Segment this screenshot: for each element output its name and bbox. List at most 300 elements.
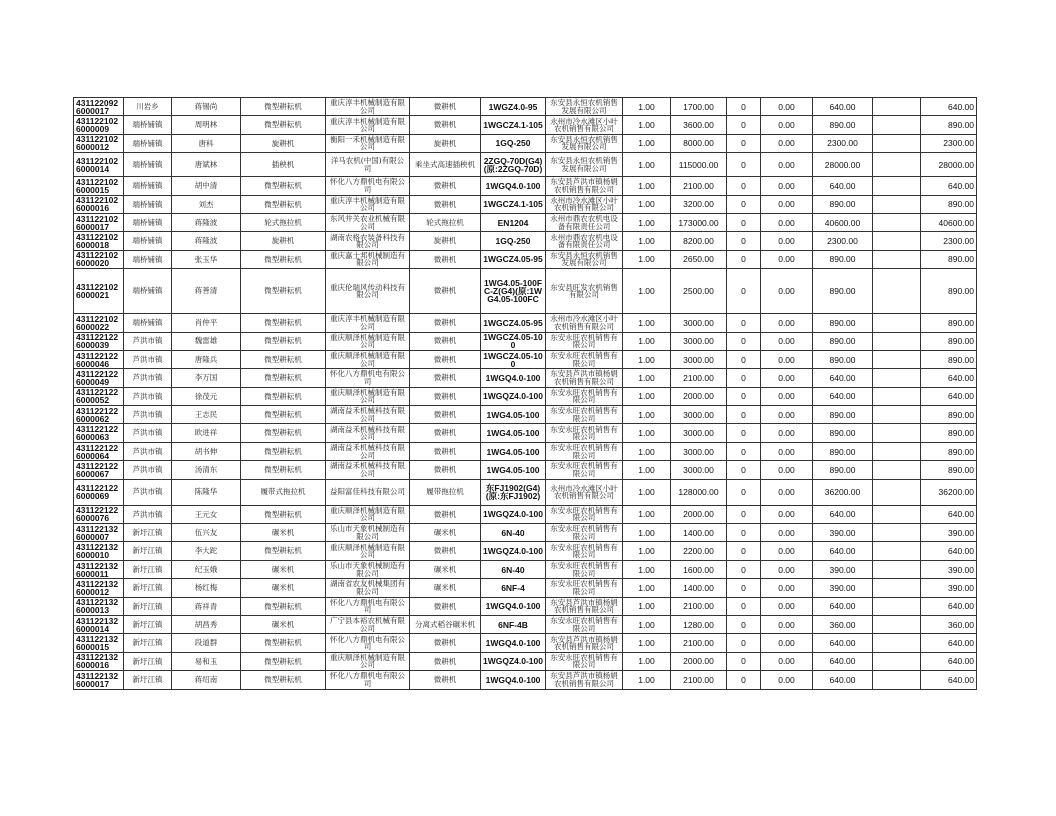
provincial-subsidy-cell: 640.00 [813,597,873,615]
dealer-cell: 东安县永恒农机销售发展有限公司 [546,153,623,177]
central-subsidy-flag-cell: 0 [727,542,761,560]
total-subsidy-cell: 36200.00 [921,479,977,505]
extra-subsidy-cell [873,269,921,314]
total-subsidy-cell: 890.00 [921,424,977,442]
township-cell: 新圩江镇 [124,597,172,615]
manufacturer-cell: 重庆顺泽机械制造有限公司 [326,350,410,368]
dealer-cell: 东安县永恒农机销售发展有限公司 [546,250,623,268]
product-name-cell: 轮式拖拉机 [410,213,481,231]
central-subsidy-flag-cell: 0 [727,332,761,350]
sale-price-cell: 1400.00 [671,524,727,542]
total-subsidy-cell: 640.00 [921,542,977,560]
provincial-subsidy-cell: 40600.00 [813,213,873,231]
machine-category-cell: 碾米机 [241,560,326,578]
farmer-name-cell: 蒋善清 [172,269,241,314]
total-subsidy-cell: 640.00 [921,369,977,387]
product-name-cell: 微耕机 [410,442,481,460]
township-cell: 芦洪市镇 [124,350,172,368]
provincial-subsidy-cell: 890.00 [813,424,873,442]
township-cell: 新圩江镇 [124,652,172,670]
provincial-subsidy-cell: 640.00 [813,98,873,116]
application-id-cell: 4311221026000012 [74,134,124,152]
township-cell: 端桥铺镇 [124,134,172,152]
machine-category-cell: 轮式拖拉机 [241,213,326,231]
provincial-subsidy-cell: 640.00 [813,387,873,405]
central-subsidy-amount-cell: 0.00 [761,369,813,387]
product-name-cell: 微耕机 [410,269,481,314]
manufacturer-cell: 湖南益禾机械科技有限公司 [326,461,410,479]
central-subsidy-amount-cell: 0.00 [761,213,813,231]
product-name-cell: 微耕机 [410,424,481,442]
model-cell: 1GQ-250 [481,232,546,250]
central-subsidy-flag-cell: 0 [727,314,761,332]
table-row [74,560,977,578]
product-name-cell: 微耕机 [410,461,481,479]
manufacturer-cell: 怀化八方鼎机电有限公司 [326,671,410,689]
product-name-cell: 微耕机 [410,332,481,350]
farmer-name-cell: 蒋祥青 [172,597,241,615]
central-subsidy-amount-cell: 0.00 [761,671,813,689]
product-name-cell: 旋耕机 [410,232,481,250]
township-cell: 端桥铺镇 [124,195,172,213]
table-row [74,424,977,442]
township-cell: 新圩江镇 [124,560,172,578]
central-subsidy-flag-cell: 0 [727,479,761,505]
township-cell: 新圩江镇 [124,524,172,542]
table-row [74,153,977,177]
application-id-cell: 4311221026000020 [74,250,124,268]
model-cell: 1WGCZ4.1-105 [481,116,546,134]
dealer-cell: 永州市冷水滩区小叶农机销售有限公司 [546,479,623,505]
farmer-name-cell: 魏雷雄 [172,332,241,350]
dealer-cell: 东安永旺农机销售有限公司 [546,579,623,597]
model-cell: 1WGQ4.0-100 [481,597,546,615]
model-cell: 1WGQZ4.0-100 [481,505,546,523]
table-row [74,314,977,332]
farmer-name-cell: 刘杰 [172,195,241,213]
manufacturer-cell: 怀化八方鼎机电有限公司 [326,597,410,615]
manufacturer-cell: 重庆顺泽机械制造有限公司 [326,652,410,670]
model-cell: 1WG4.05-100 [481,406,546,424]
model-cell: 2ZGQ-70D(G4)(原:2ZGQ-70D) [481,153,546,177]
extra-subsidy-cell [873,213,921,231]
total-subsidy-cell: 890.00 [921,461,977,479]
central-subsidy-amount-cell: 0.00 [761,387,813,405]
extra-subsidy-cell [873,560,921,578]
application-id-cell: 4311221026000018 [74,232,124,250]
quantity-cell: 1.00 [623,134,671,152]
quantity-cell: 1.00 [623,424,671,442]
central-subsidy-flag-cell: 0 [727,461,761,479]
central-subsidy-amount-cell: 0.00 [761,116,813,134]
model-cell: 1WGQ4.0-100 [481,369,546,387]
provincial-subsidy-cell: 360.00 [813,615,873,633]
farmer-name-cell: 蒋隆波 [172,213,241,231]
provincial-subsidy-cell: 890.00 [813,250,873,268]
township-cell: 端桥铺镇 [124,314,172,332]
model-cell: 1WGCZ4.05-100 [481,332,546,350]
township-cell: 芦洪市镇 [124,479,172,505]
application-id-cell: 4311221026000009 [74,116,124,134]
extra-subsidy-cell [873,542,921,560]
dealer-cell: 东安永旺农机销售有限公司 [546,560,623,578]
table-row [74,505,977,523]
manufacturer-cell: 重庆顺泽机械制造有限公司 [326,332,410,350]
product-name-cell: 微耕机 [410,505,481,523]
farmer-name-cell: 汤清东 [172,461,241,479]
manufacturer-cell: 怀化八方鼎机电有限公司 [326,177,410,195]
application-id-cell: 4311221226000039 [74,332,124,350]
farmer-name-cell: 周明林 [172,116,241,134]
manufacturer-cell: 怀化八方鼎机电有限公司 [326,634,410,652]
total-subsidy-cell: 40600.00 [921,213,977,231]
quantity-cell: 1.00 [623,177,671,195]
table-row [74,615,977,633]
extra-subsidy-cell [873,671,921,689]
machine-category-cell: 微型耕耘机 [241,332,326,350]
model-cell: 6N-40 [481,560,546,578]
application-id-cell: 4311221326000011 [74,560,124,578]
table-row [74,250,977,268]
central-subsidy-flag-cell: 0 [727,442,761,460]
product-name-cell: 微耕机 [410,350,481,368]
machine-category-cell: 旋耕机 [241,134,326,152]
dealer-cell: 东安永旺农机销售有限公司 [546,350,623,368]
sale-price-cell: 3000.00 [671,350,727,368]
extra-subsidy-cell [873,250,921,268]
central-subsidy-amount-cell: 0.00 [761,524,813,542]
farmer-name-cell: 纪玉娥 [172,560,241,578]
central-subsidy-flag-cell: 0 [727,634,761,652]
model-cell: 1WG4.05-100 [481,461,546,479]
extra-subsidy-cell [873,479,921,505]
model-cell: 1WGCZ4.05-95 [481,314,546,332]
central-subsidy-flag-cell: 0 [727,505,761,523]
provincial-subsidy-cell: 890.00 [813,442,873,460]
central-subsidy-amount-cell: 0.00 [761,98,813,116]
township-cell: 新圩江镇 [124,542,172,560]
dealer-cell: 永州市鼎农农机电设备有限责任公司 [546,232,623,250]
quantity-cell: 1.00 [623,524,671,542]
central-subsidy-flag-cell: 0 [727,153,761,177]
township-cell: 新圩江镇 [124,671,172,689]
provincial-subsidy-cell: 390.00 [813,560,873,578]
application-id-cell: 4311221226000069 [74,479,124,505]
machine-category-cell: 微型耕耘机 [241,177,326,195]
extra-subsidy-cell [873,406,921,424]
quantity-cell: 1.00 [623,652,671,670]
dealer-cell: 东安县芦洪市镇杨娟农机销售有限公司 [546,597,623,615]
sale-price-cell: 2100.00 [671,369,727,387]
dealer-cell: 东安县永恒农机销售发展有限公司 [546,98,623,116]
total-subsidy-cell: 2300.00 [921,134,977,152]
farmer-name-cell: 唐斌林 [172,153,241,177]
dealer-cell: 永州市冷水滩区小叶农机销售有限公司 [546,116,623,134]
township-cell: 端桥铺镇 [124,232,172,250]
central-subsidy-flag-cell: 0 [727,615,761,633]
application-id-cell: 4311221326000016 [74,652,124,670]
extra-subsidy-cell [873,232,921,250]
quantity-cell: 1.00 [623,250,671,268]
machine-category-cell: 微型耕耘机 [241,369,326,387]
central-subsidy-flag-cell: 0 [727,560,761,578]
table-body [74,98,977,690]
central-subsidy-amount-cell: 0.00 [761,652,813,670]
quantity-cell: 1.00 [623,634,671,652]
farmer-name-cell: 张玉华 [172,250,241,268]
model-cell: 1WGQ4.0-100 [481,634,546,652]
application-id-cell: 4311221026000022 [74,314,124,332]
provincial-subsidy-cell: 640.00 [813,505,873,523]
dealer-cell: 东安永旺农机销售有限公司 [546,652,623,670]
township-cell: 芦洪市镇 [124,505,172,523]
product-name-cell: 微耕机 [410,116,481,134]
sale-price-cell: 8200.00 [671,232,727,250]
farmer-name-cell: 胡昌秀 [172,615,241,633]
township-cell: 川岩乡 [124,98,172,116]
dealer-cell: 永州市冷水滩区小叶农机销售有限公司 [546,195,623,213]
total-subsidy-cell: 640.00 [921,177,977,195]
extra-subsidy-cell [873,524,921,542]
application-id-cell: 4311221326000017 [74,671,124,689]
central-subsidy-amount-cell: 0.00 [761,579,813,597]
farmer-name-cell: 唐隆兵 [172,350,241,368]
application-id-cell: 4311221226000062 [74,406,124,424]
quantity-cell: 1.00 [623,387,671,405]
model-cell: 1WGCZ4.05-95 [481,250,546,268]
sale-price-cell: 3000.00 [671,406,727,424]
provincial-subsidy-cell: 640.00 [813,177,873,195]
provincial-subsidy-cell: 890.00 [813,314,873,332]
table-row [74,195,977,213]
total-subsidy-cell: 390.00 [921,560,977,578]
manufacturer-cell: 湖南益禾机械科技有限公司 [326,442,410,460]
provincial-subsidy-cell: 390.00 [813,524,873,542]
application-id-cell: 4311221326000015 [74,634,124,652]
quantity-cell: 1.00 [623,269,671,314]
application-id-cell: 4311221226000046 [74,350,124,368]
machine-category-cell: 微型耕耘机 [241,542,326,560]
manufacturer-cell: 乐山市天象机械制造有限公司 [326,524,410,542]
product-name-cell: 微耕机 [410,314,481,332]
farmer-name-cell: 王志民 [172,406,241,424]
sale-price-cell: 2000.00 [671,505,727,523]
product-name-cell: 微耕机 [410,671,481,689]
total-subsidy-cell: 640.00 [921,597,977,615]
provincial-subsidy-cell: 640.00 [813,634,873,652]
total-subsidy-cell: 890.00 [921,250,977,268]
manufacturer-cell: 重庆顺泽机械制造有限公司 [326,387,410,405]
table-row [74,232,977,250]
township-cell: 端桥铺镇 [124,116,172,134]
machine-category-cell: 微型耕耘机 [241,269,326,314]
quantity-cell: 1.00 [623,671,671,689]
manufacturer-cell: 湖南农格农装备科技有限公司 [326,232,410,250]
machine-category-cell: 微型耕耘机 [241,652,326,670]
model-cell: 6NF-4B [481,615,546,633]
application-id-cell: 4311220926000017 [74,98,124,116]
subsidy-table [73,97,977,690]
table-row [74,269,977,314]
application-id-cell: 4311221026000021 [74,269,124,314]
model-cell: 东FJ1902(G4)(原:东FJ1902) [481,479,546,505]
total-subsidy-cell: 640.00 [921,671,977,689]
machine-category-cell: 微型耕耘机 [241,424,326,442]
table-row [74,406,977,424]
central-subsidy-flag-cell: 0 [727,232,761,250]
central-subsidy-amount-cell: 0.00 [761,505,813,523]
central-subsidy-flag-cell: 0 [727,579,761,597]
extra-subsidy-cell [873,314,921,332]
central-subsidy-flag-cell: 0 [727,387,761,405]
township-cell: 芦洪市镇 [124,406,172,424]
model-cell: 1WGCZ4.1-105 [481,195,546,213]
machine-category-cell: 微型耕耘机 [241,461,326,479]
product-name-cell: 分离式稻谷碾米机 [410,615,481,633]
product-name-cell: 履带拖拉机 [410,479,481,505]
dealer-cell: 东安永旺农机销售有限公司 [546,524,623,542]
manufacturer-cell: 重庆顺泽机械制造有限公司 [326,542,410,560]
central-subsidy-flag-cell: 0 [727,424,761,442]
total-subsidy-cell: 2300.00 [921,232,977,250]
machine-category-cell: 微型耕耘机 [241,314,326,332]
machine-category-cell: 微型耕耘机 [241,98,326,116]
extra-subsidy-cell [873,424,921,442]
farmer-name-cell: 欧进祥 [172,424,241,442]
extra-subsidy-cell [873,134,921,152]
total-subsidy-cell: 28000.00 [921,153,977,177]
farmer-name-cell: 肖仲平 [172,314,241,332]
township-cell: 端桥铺镇 [124,177,172,195]
dealer-cell: 东安县芦洪市镇杨娟农机销售有限公司 [546,369,623,387]
manufacturer-cell: 重庆淳丰机械制造有限公司 [326,116,410,134]
quantity-cell: 1.00 [623,406,671,424]
model-cell: 1WGCZ4.05-100 [481,350,546,368]
total-subsidy-cell: 890.00 [921,406,977,424]
product-name-cell: 旋耕机 [410,134,481,152]
quantity-cell: 1.00 [623,461,671,479]
provincial-subsidy-cell: 2300.00 [813,134,873,152]
central-subsidy-amount-cell: 0.00 [761,406,813,424]
central-subsidy-amount-cell: 0.00 [761,560,813,578]
central-subsidy-flag-cell: 0 [727,98,761,116]
farmer-name-cell: 胡书伸 [172,442,241,460]
total-subsidy-cell: 390.00 [921,524,977,542]
dealer-cell: 东安县芦洪市镇杨娟农机销售有限公司 [546,177,623,195]
quantity-cell: 1.00 [623,597,671,615]
dealer-cell: 东安县芦洪市镇杨娟农机销售有限公司 [546,634,623,652]
manufacturer-cell: 湖南益禾机械科技有限公司 [326,406,410,424]
product-name-cell: 微耕机 [410,406,481,424]
extra-subsidy-cell [873,461,921,479]
application-id-cell: 4311221226000064 [74,442,124,460]
provincial-subsidy-cell: 2300.00 [813,232,873,250]
sale-price-cell: 115000.00 [671,153,727,177]
farmer-name-cell: 段道群 [172,634,241,652]
central-subsidy-amount-cell: 0.00 [761,250,813,268]
machine-category-cell: 微型耕耘机 [241,350,326,368]
extra-subsidy-cell [873,387,921,405]
total-subsidy-cell: 640.00 [921,652,977,670]
total-subsidy-cell: 360.00 [921,615,977,633]
application-id-cell: 4311221226000049 [74,369,124,387]
sale-price-cell: 1400.00 [671,579,727,597]
township-cell: 芦洪市镇 [124,369,172,387]
manufacturer-cell: 益阳富佳科技有限公司 [326,479,410,505]
total-subsidy-cell: 890.00 [921,350,977,368]
township-cell: 端桥铺镇 [124,153,172,177]
product-name-cell: 微耕机 [410,369,481,387]
extra-subsidy-cell [873,369,921,387]
central-subsidy-flag-cell: 0 [727,406,761,424]
dealer-cell: 东安永旺农机销售有限公司 [546,505,623,523]
machine-category-cell: 微型耕耘机 [241,597,326,615]
provincial-subsidy-cell: 640.00 [813,671,873,689]
dealer-cell: 东安永旺农机销售有限公司 [546,332,623,350]
dealer-cell: 东安永旺农机销售有限公司 [546,442,623,460]
central-subsidy-amount-cell: 0.00 [761,332,813,350]
sale-price-cell: 2100.00 [671,177,727,195]
table-row [74,98,977,116]
central-subsidy-flag-cell: 0 [727,652,761,670]
machine-category-cell: 碾米机 [241,524,326,542]
central-subsidy-flag-cell: 0 [727,671,761,689]
total-subsidy-cell: 640.00 [921,505,977,523]
sale-price-cell: 2650.00 [671,250,727,268]
quantity-cell: 1.00 [623,615,671,633]
table-row [74,579,977,597]
machine-category-cell: 履带式拖拉机 [241,479,326,505]
application-id-cell: 4311221026000015 [74,177,124,195]
total-subsidy-cell: 890.00 [921,314,977,332]
product-name-cell: 乘坐式高速插秧机 [410,153,481,177]
farmer-name-cell: 李大跎 [172,542,241,560]
provincial-subsidy-cell: 640.00 [813,652,873,670]
provincial-subsidy-cell: 890.00 [813,195,873,213]
dealer-cell: 东安永旺农机销售有限公司 [546,424,623,442]
dealer-cell: 东安县永恒农机销售发展有限公司 [546,134,623,152]
township-cell: 新圩江镇 [124,634,172,652]
township-cell: 新圩江镇 [124,615,172,633]
dealer-cell: 永州市冷水滩区小叶农机销售有限公司 [546,314,623,332]
application-id-cell: 4311221026000014 [74,153,124,177]
provincial-subsidy-cell: 36200.00 [813,479,873,505]
central-subsidy-amount-cell: 0.00 [761,615,813,633]
model-cell: 1WGQZ4.0-100 [481,652,546,670]
machine-category-cell: 微型耕耘机 [241,505,326,523]
table-row [74,332,977,350]
model-cell: 1WGZ4.0-95 [481,98,546,116]
provincial-subsidy-cell: 890.00 [813,350,873,368]
model-cell: 1WGQZ4.0-100 [481,387,546,405]
quantity-cell: 1.00 [623,579,671,597]
table-row [74,350,977,368]
total-subsidy-cell: 890.00 [921,195,977,213]
central-subsidy-amount-cell: 0.00 [761,634,813,652]
extra-subsidy-cell [873,652,921,670]
machine-category-cell: 微型耕耘机 [241,387,326,405]
total-subsidy-cell: 890.00 [921,116,977,134]
provincial-subsidy-cell: 640.00 [813,369,873,387]
machine-category-cell: 微型耕耘机 [241,634,326,652]
manufacturer-cell: 洋马农机(中国)有限公司 [326,153,410,177]
provincial-subsidy-cell: 890.00 [813,461,873,479]
quantity-cell: 1.00 [623,213,671,231]
provincial-subsidy-cell: 640.00 [813,542,873,560]
application-id-cell: 4311221226000052 [74,387,124,405]
extra-subsidy-cell [873,332,921,350]
central-subsidy-flag-cell: 0 [727,116,761,134]
